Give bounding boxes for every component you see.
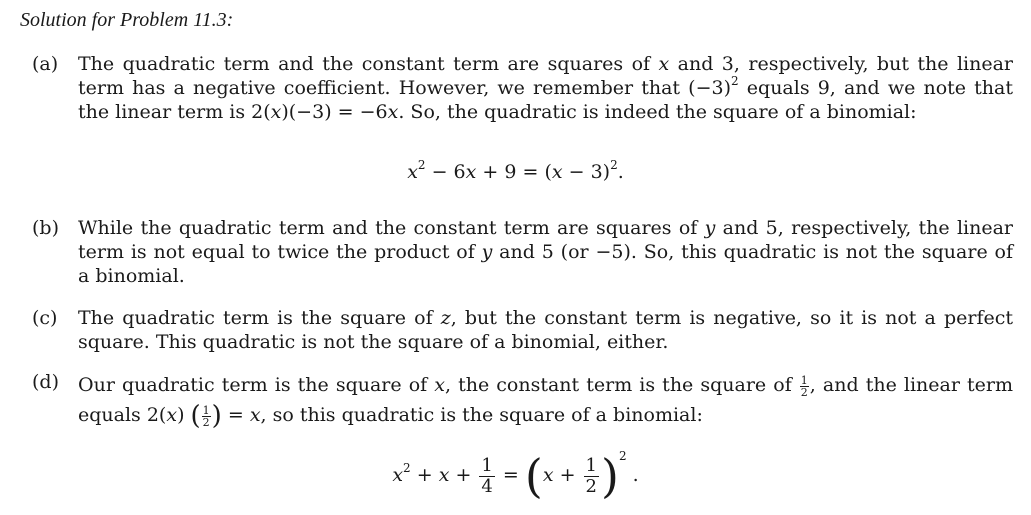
part-c-label: (c) xyxy=(32,307,58,329)
solution-heading: Solution for Problem 11.3: xyxy=(20,9,234,31)
part-a-text: The quadratic term and the constant term are squares of x and 3, respectively, but the linear term has a negative coefficient. However, we remember that $(-3)^2$ equals 9, and we note that the linear term is 2(x)(−3) = −6x. So, the quadratic is indeed the square of a binomial: xyxy=(78,53,1013,123)
fraction-one-half: $\frac{1}{2}$ xyxy=(800,373,808,399)
part-c-text: The quadratic term is the square of z, but the constant term is negative, so it is not a perfect square. This quadratic is not the square of a binomial, either. xyxy=(78,307,1014,353)
part-d-equation: $x^2 + x$ + $\frac{1}{4}$ = (x + $\frac{1}{2}$ )$^2$ . xyxy=(392,448,639,503)
part-a-equation: $x^2 - 6x + 9 = (x - 3)^2$. xyxy=(407,157,624,183)
part-a-label: (a) xyxy=(32,53,59,75)
fraction-one-half: $\frac{1}{2}$ xyxy=(202,403,210,429)
part-d-text: Our quadratic term is the square of x, the constant term is the square of $\frac{1}{2}$ , and the linear term equals 2(x) ( $\frac{1}{2}$ ) = x, so this quadratic is the square of a binomial: xyxy=(78,373,1013,431)
part-b-text: While the quadratic term and the constant term are squares of y and 5, respectively, the linear term is not equal to twice the product of y and 5 (or −5). So, this quadratic is not the square of a binomial. xyxy=(78,217,1014,287)
fraction-one-half: $\frac{1}{2}$ xyxy=(585,454,597,497)
part-d-label: (d) xyxy=(32,371,59,393)
fraction-one-quarter: $\frac{1}{4}$ xyxy=(481,454,493,497)
part-b-label: (b) xyxy=(32,217,59,239)
